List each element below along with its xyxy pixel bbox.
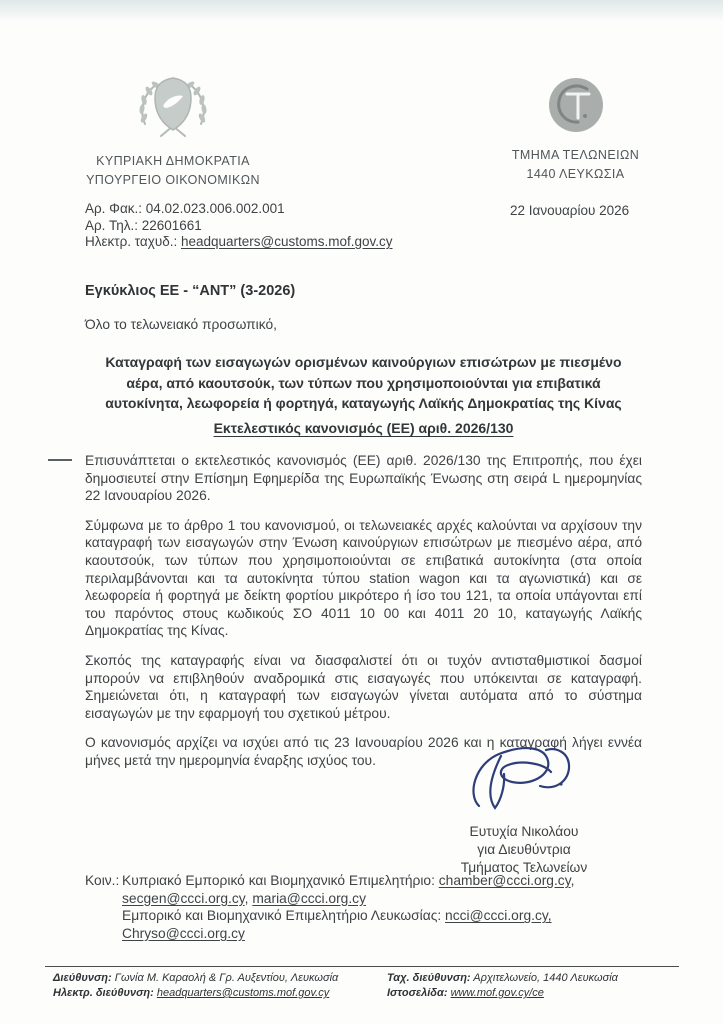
scan-artifact-band xyxy=(0,0,723,22)
cc-email-ncci-link[interactable]: ncci@ccci.org.cy, xyxy=(445,908,552,924)
cc-separator: , xyxy=(244,890,253,906)
cc-email-chamber-link[interactable]: chamber@ccci.org.cy xyxy=(438,873,571,888)
phone-value: 22601661 xyxy=(141,217,202,233)
footer-website-label: Ιστοσελίδα: xyxy=(387,987,448,999)
salutation: Όλο το τελωνειακό προσωπικό, xyxy=(85,317,277,332)
footer-right-column xyxy=(387,971,679,1001)
paragraph-4: Ο κανονισμός αρχίζει να ισχύει από τις 23 Ιανουαρίου 2026 και η καταγραφή λήγει εννέα μήνες μετά την ημερομηνία έναρξης ισχύος του. xyxy=(85,735,642,768)
file-number-value: 04.02.023.006.002.001 xyxy=(145,201,285,216)
cc-email-maria-link[interactable]: maria@ccci.org.cy xyxy=(252,890,366,906)
cc-email-secgen-link[interactable]: secgen@ccci.org.cy xyxy=(122,890,245,906)
cc-line1-text: Κυπριακό Εμπορικό και Βιομηχανικό Επιμελητήριο: xyxy=(122,873,439,888)
letterhead-left xyxy=(58,74,288,187)
footer-address-line xyxy=(53,971,387,986)
footer-left-column xyxy=(45,971,387,1001)
cc-block xyxy=(85,872,644,942)
footer-email-line xyxy=(53,986,387,1001)
department-name: ΤΜΗΜΑ ΤΕΛΩΝΕΙΩΝ xyxy=(511,148,640,162)
file-number-label: Αρ. Φακ.: xyxy=(85,201,143,216)
republic-name: ΚΥΠΡΙΑΚΗ ΔΗΜΟΚΡΑΤΙΑ xyxy=(96,154,250,168)
email-line xyxy=(85,234,393,251)
signature-block xyxy=(418,742,630,877)
footer-email-label: Ηλεκτρ. διεύθυνση: xyxy=(53,987,154,999)
footer-website-line xyxy=(387,986,679,1001)
page-footer xyxy=(45,966,679,1001)
letter-date: 22 Ιανουαρίου 2026 xyxy=(510,203,630,218)
footer-postal-label: Ταχ. διεύθυνση: xyxy=(387,972,471,984)
paragraph-3: Σκοπός της καταγραφής είναι να διασφαλιστεί ότι οι τυχόν αντισταθμιστικοί δασμοί μπορούν να επιβληθούν αναδρομικά στις εισαγωγές που υπόκεινται σε καταγραφή. Σημειώνεται ότι, η καταγραφή των εισαγωγών γίνεται αυτόματα από το σύστημα εισαγωγών με την εφαρμογή του σχετικού μέτρου. xyxy=(85,652,642,721)
signatory-capacity: για Διευθύντρια xyxy=(477,842,571,857)
letterhead-right xyxy=(468,76,683,181)
footer-postal-line xyxy=(387,971,679,986)
paragraph-2: Σύμφωνα με το άρθρο 1 του κανονισμού, οι τελωνειακές αρχές καλούνται να αρχίσουν την καταγραφή των εισαγωγών στην Ένωση καινούργιων επισώτρων με πιεσμένο αέρα, από καουτσούκ, των τύπων που χρησιμοποιούνται σε επιβατικά αυτοκίνητα (στα οποία περιλαμβάνονται και τα αυτοκίνητα τύπου station wagon και τα αγωνιστικά) και σε λεωφορεία ή φορτηγά με δείκτη φορτίου μικρότερο ή ίσο του 121, τα οποία υπάγονται επί του παρόντος στους κωδικούς ΣΟ 4011 10 00 και 4011 20 10, καταγωγής Λαϊκής Δημοκρατίας της Κίνας. xyxy=(85,517,642,639)
signatory-name: Ευτυχία Νικολάου xyxy=(469,824,579,839)
file-number-line xyxy=(85,201,393,218)
ministry-name: ΥΠΟΥΡΓΕΙΟ ΟΙΚΟΝΟΜΙΚΩΝ xyxy=(86,173,260,187)
cc-label: Κοιν.: xyxy=(85,873,120,888)
paragraph-1: Επισυνάπτεται ο εκτελεστικός κανονισμός (ΕΕ) αριθ. 2026/130 της Επιτροπής, που έχει δημοσιευτεί στην Επίσημη Εφημερίδα της Ευρωπαϊκής Ένωσης στη σειρά L ημερομηνίας 22 Ιανουαρίου 2026. xyxy=(85,453,642,504)
cc-line2-text: Εμπορικό και Βιομηχανικό Επιμελητήριο Λευκωσίας: xyxy=(122,908,446,924)
signatory-department: Τμήματος Τελωνείων xyxy=(460,860,588,875)
subject-heading: Καταγραφή των εισαγωγών ορισμένων καινούργιων επισώτρων με πιεσμένο αέρα, από καουτσούκ, των τύπων που χρησιμοποιούνται για επιβατικά αυτοκίνητα, λεωφορεία ή φορτηγά, καταγωγής Λαϊκής Δημοκρατίας της Κίνας xyxy=(105,354,622,411)
footer-address-value: Γωνία Μ. Καραολή & Γρ. Αυξεντίου, Λευκωσία xyxy=(114,972,339,984)
regulation-title: Εκτελεστικός κανονισμός (ΕΕ) αριθ. 2026/130 xyxy=(213,420,514,436)
cc-recipients xyxy=(122,872,644,942)
phone-line xyxy=(85,218,393,235)
cyprus-coat-of-arms-icon xyxy=(58,74,288,149)
cc-separator: , xyxy=(570,873,575,888)
cc-line-1 xyxy=(122,872,644,907)
reference-block xyxy=(85,201,393,251)
email-label: Ηλεκτρ. ταχυδ.: xyxy=(85,234,178,249)
cc-email-chryso-link[interactable]: Chryso@ccci.org.cy xyxy=(122,925,245,941)
footer-website-link[interactable]: www.mof.gov.cy/ce xyxy=(450,987,544,999)
margin-dash-mark xyxy=(48,459,72,461)
department-postal: 1440 ΛΕΥΚΩΣΙΑ xyxy=(526,167,625,181)
cc-line-2 xyxy=(122,907,644,942)
letter-body xyxy=(85,452,642,782)
footer-postal-value: Αρχιτελωνείο, 1440 Λευκωσία xyxy=(473,972,618,984)
header-email-link[interactable]: headquarters@customs.mof.gov.cy xyxy=(180,234,393,249)
circular-number-heading: Εγκύκλιος ΕΕ - “ΑΝΤ” (3-2026) xyxy=(85,283,296,299)
handwritten-signature-icon xyxy=(418,742,630,819)
footer-email-link[interactable]: headquarters@customs.mof.gov.cy xyxy=(156,987,330,999)
customs-department-logo-icon xyxy=(468,76,683,139)
phone-label: Αρ. Τηλ.: xyxy=(85,217,138,233)
footer-address-label: Διεύθυνση: xyxy=(53,972,112,984)
